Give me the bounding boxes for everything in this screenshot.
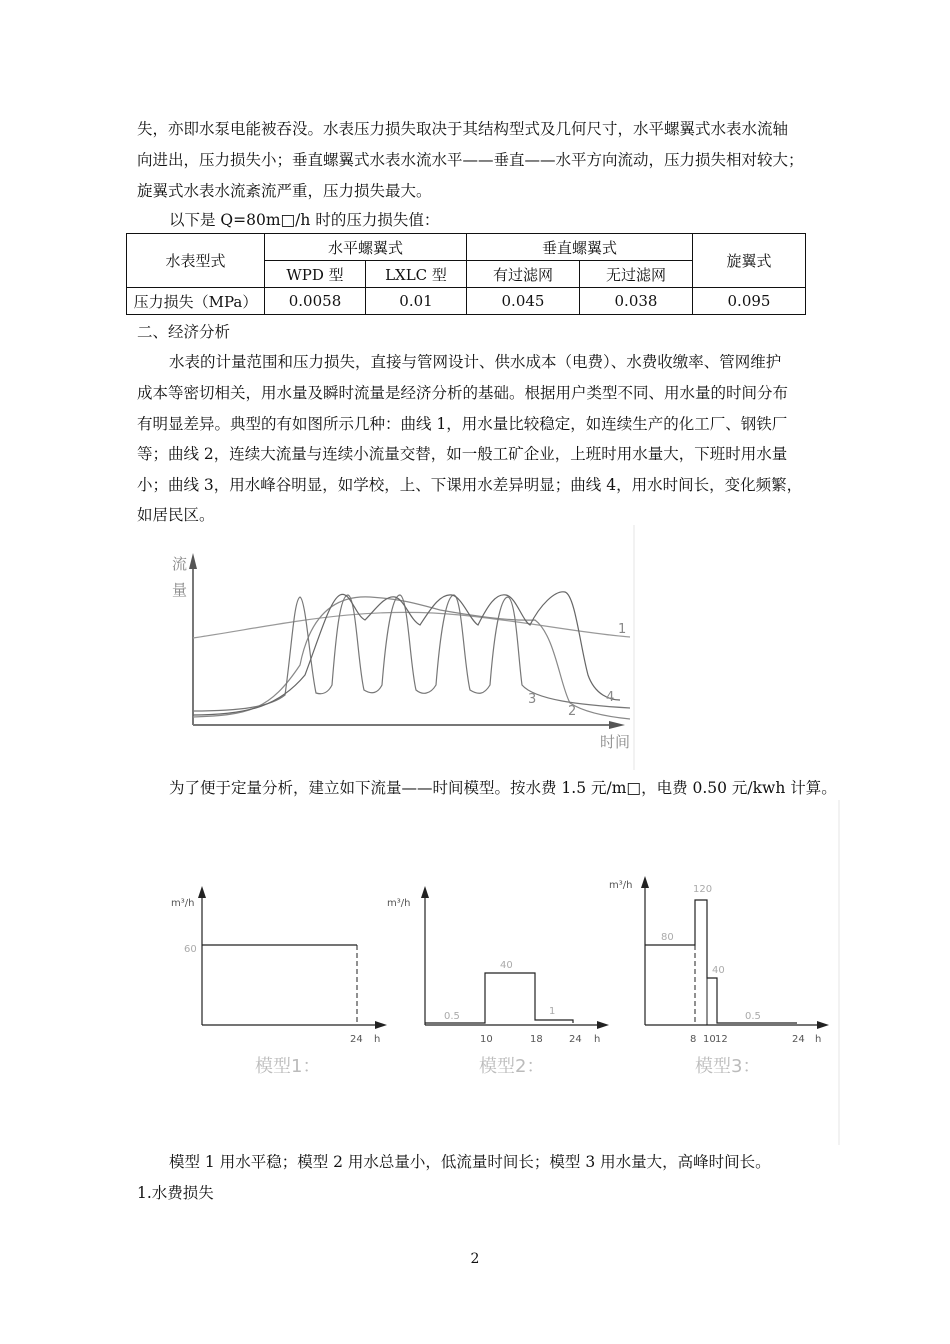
- header-horizontal: 水平螺翼式: [265, 234, 467, 261]
- m3-tick: 10: [703, 1034, 716, 1045]
- flow-time-models-figure: [137, 800, 842, 1145]
- model-summary: 模型 1 用水平稳；模型 2 用水总量小，低流量时间长；模型 3 用水量大，高峰时间长。: [169, 1153, 771, 1171]
- table-cell: 0.095: [693, 288, 806, 315]
- m1-level-label: 60: [184, 944, 197, 955]
- paragraph-line: 向进出，压力损失小；垂直螺翼式水表水流水平——垂直——水平方向流动，压力损失相对较大；: [137, 151, 804, 169]
- m3-label: 120: [693, 884, 713, 895]
- subsection-title: 1.水费损失: [137, 1184, 214, 1202]
- m2-caption: 模型2：: [479, 1056, 545, 1077]
- m2-y-unit: m³/h: [387, 898, 411, 909]
- sub-header: 无过滤网: [580, 261, 693, 288]
- m2-label: 1: [549, 1006, 556, 1017]
- paragraph-line: 小；曲线 3，用水峰谷明显，如学校，上、下课用水差异明显；曲线 4，用水时间长，变化频繁，: [137, 476, 803, 494]
- m3-tick: 24: [792, 1034, 805, 1045]
- curve-label: 1: [618, 622, 627, 637]
- header-vertical: 垂直螺翼式: [467, 234, 693, 261]
- x-axis-arrow: [609, 721, 625, 729]
- curve-label: 3: [528, 692, 537, 707]
- m3-label: 0.5: [745, 1011, 761, 1022]
- paragraph-line: 如居民区。: [137, 506, 215, 524]
- curve-label: 2: [568, 704, 577, 719]
- y-label: 量: [172, 581, 188, 599]
- m3-caption: 模型3：: [695, 1056, 761, 1077]
- sub-header: 有过滤网: [467, 261, 580, 288]
- paragraph-line: 旋翼式水表水流紊流严重，压力损失最大。: [137, 182, 432, 200]
- curve-4: [193, 592, 620, 715]
- sub-header: WPD 型: [265, 261, 366, 288]
- pressure-loss-table: [126, 233, 806, 315]
- sub-header: LXLC 型: [366, 261, 467, 288]
- x-label: 时间: [600, 733, 631, 751]
- table-cell: 0.045: [467, 288, 580, 315]
- m3-tick: 12: [715, 1034, 728, 1045]
- paragraph-line: 成本等密切相关，用水量及瞬时流量是经济分析的基础。根据用户类型不同、用水量的时间分布: [137, 384, 789, 402]
- section-title: 二、经济分析: [137, 323, 231, 341]
- y-label: 流: [172, 555, 188, 573]
- paragraph-line: 等；曲线 2，连续大流量与连续小流量交替，如一般工矿企业，上班时用水量大，下班时用水量: [137, 445, 788, 463]
- curve-label: 4: [606, 690, 615, 705]
- m3-tick: 8: [690, 1034, 697, 1045]
- m2-tick: 18: [530, 1034, 543, 1045]
- m3-y-arrow: [641, 876, 649, 888]
- flow-curve-figure: [160, 525, 640, 775]
- m2-tick: 24: [569, 1034, 582, 1045]
- m2-x-arrow: [597, 1021, 609, 1029]
- table-cell: 0.0058: [265, 288, 366, 315]
- paragraph-line: 有明显差异。典型的有如图所示几种：曲线 1，用水量比较稳定，如连续生产的化工厂、钢铁厂: [137, 415, 788, 433]
- paragraph-line: 失，亦即水泵电能被吞没。水表压力损失取决于其结构型式及几何尺寸，水平螺翼式水表水流轴: [137, 120, 789, 138]
- model-intro: 为了便于定量分析，建立如下流量——时间模型。按水费 1.5 元/m□，电费 0.50 元/kwh 计算。: [169, 779, 837, 797]
- m3-x-unit: h: [815, 1034, 822, 1045]
- m1-y-arrow: [198, 886, 206, 898]
- m2-tick: 10: [480, 1034, 493, 1045]
- m3-label: 80: [661, 932, 674, 943]
- paragraph-line: 水表的计量范围和压力损失，直接与管网设计、供水成本（电费）、水费收缴率、管网维护: [169, 353, 782, 371]
- m1-y-unit: m³/h: [171, 898, 195, 909]
- header-type: 水表型式: [127, 234, 265, 288]
- m1-tick: 24: [350, 1034, 363, 1045]
- m1-x-arrow: [375, 1021, 387, 1029]
- m3-label: 40: [712, 965, 725, 976]
- page-number: 2: [470, 1251, 480, 1267]
- m1-x-unit: h: [374, 1034, 381, 1045]
- table-cell: 0.038: [580, 288, 693, 315]
- row-label: 压力损失（MPa）: [127, 288, 265, 315]
- m2-label: 0.5: [444, 1011, 460, 1022]
- m3-y-unit: m³/h: [609, 880, 633, 891]
- m1-caption: 模型1：: [255, 1056, 321, 1077]
- m2-y-arrow: [421, 886, 429, 898]
- table-cell: 0.01: [366, 288, 467, 315]
- m3-x-arrow: [817, 1021, 829, 1029]
- m2-label: 40: [500, 960, 513, 971]
- header-rotary: 旋翼式: [693, 234, 806, 288]
- y-axis-arrow: [189, 553, 197, 569]
- table-intro: 以下是 Q=80m□/h 时的压力损失值：: [169, 211, 440, 229]
- m2-x-unit: h: [594, 1034, 601, 1045]
- m3-flow-line: [645, 900, 797, 1023]
